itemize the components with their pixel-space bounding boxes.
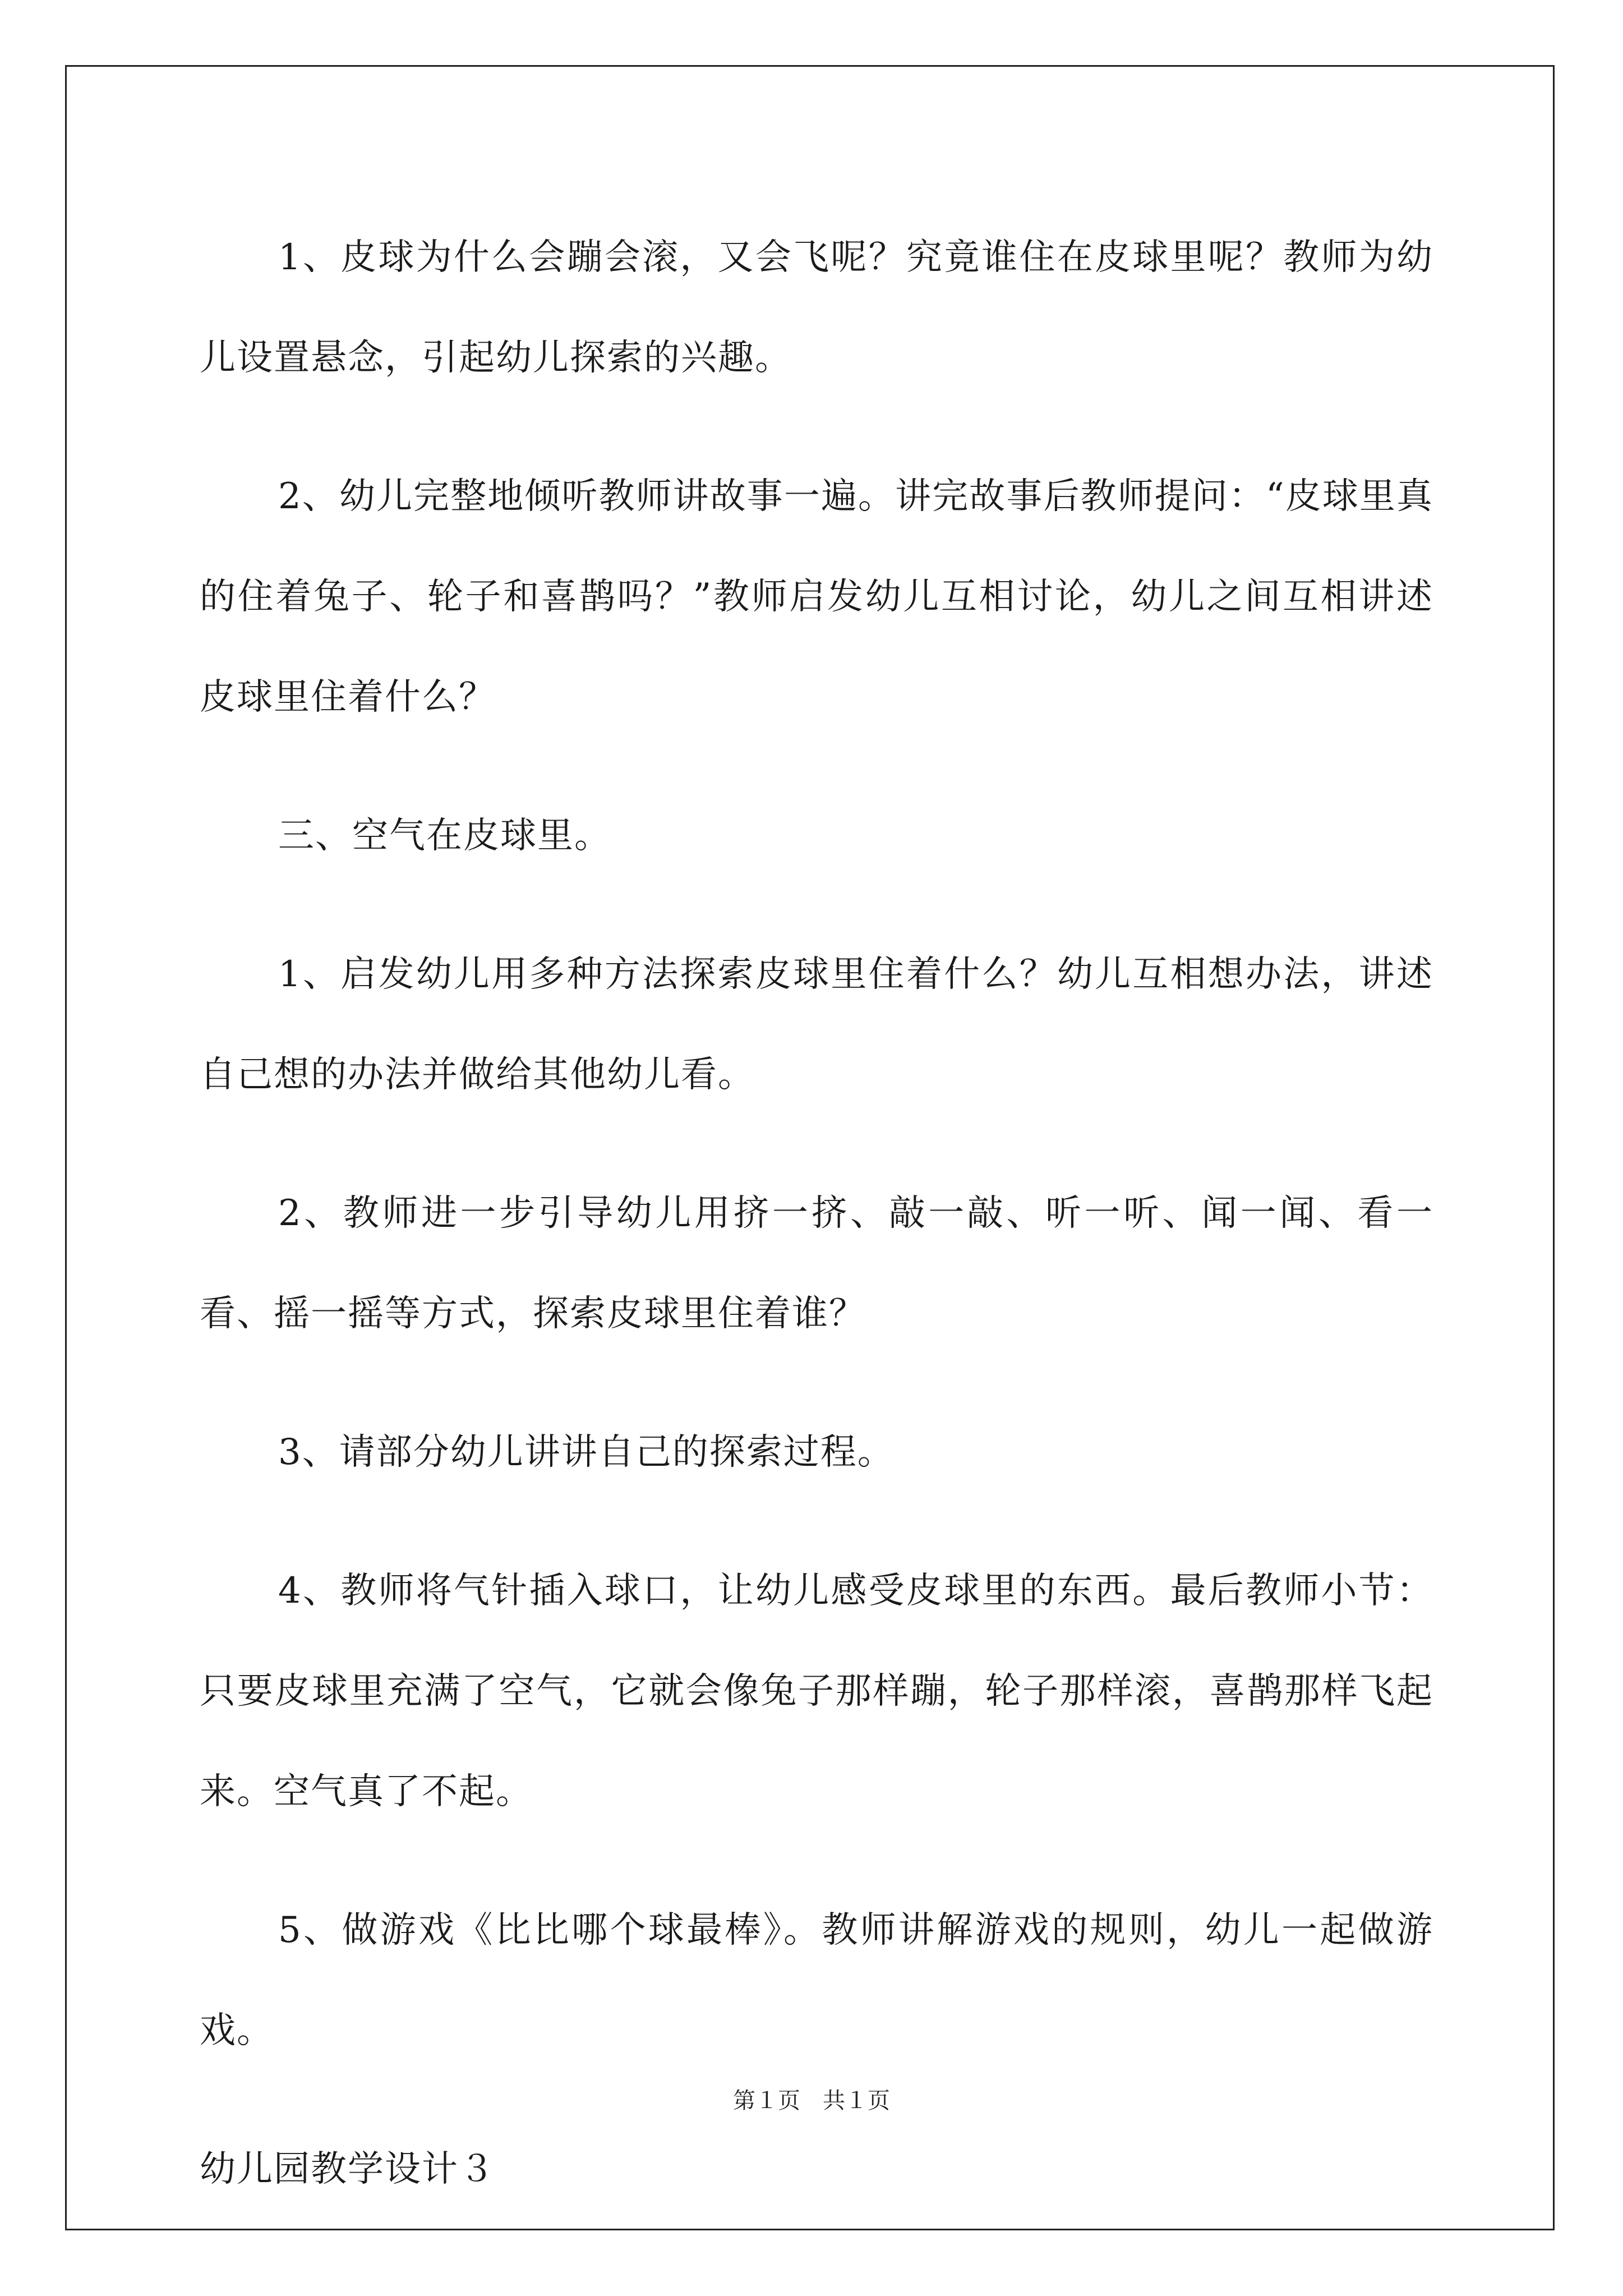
- paragraph-1: 1、皮球为什么会蹦会滚，又会飞呢？究竟谁住在皮球里呢？教师为幼儿设置悬念，引起幼儿探索的兴趣。: [200, 237, 1433, 379]
- page-number-current: 第１页: [733, 2088, 800, 2114]
- page-number-total: 共１页: [823, 2088, 890, 2114]
- paragraph-7: 5、做游戏《比比哪个球最棒》。教师讲解游戏的规则，幼儿一起做游戏。: [200, 1910, 1433, 2051]
- paragraph-6: 4、教师将气针插入球口，让幼儿感受皮球里的东西。最后教师小节：只要皮球里充满了空气，它就会像兔子那样蹦，轮子那样滚，喜鹊那样飞起来。空气真了不起。: [200, 1570, 1433, 1812]
- paragraph-5: 3、请部分幼儿讲讲自己的探索过程。: [278, 1432, 895, 1473]
- page-footer: [0, 2084, 1623, 2118]
- document-body: [200, 208, 1433, 2220]
- paragraph-3: 1、启发幼儿用多种方法探索皮球里住着什么？幼儿互相想办法，讲述自己想的办法并做给其他幼儿看。: [200, 954, 1433, 1096]
- paragraph-section-three: 三、空气在皮球里。: [278, 815, 611, 857]
- section-heading: 幼儿园教学设计３: [200, 2148, 496, 2190]
- paragraph-2: 2、幼儿完整地倾听教师讲故事一遍。讲完故事后教师提问：“皮球里真的住着兔子、轮子和喜鹊吗？”教师启发幼儿互相讨论，幼儿之间互相讲述皮球里住着什么？: [200, 476, 1433, 718]
- paragraph-4: 2、教师进一步引导幼儿用挤一挤、敲一敲、听一听、闻一闻、看一看、摇一摇等方式，探索皮球里住着谁？: [200, 1193, 1433, 1335]
